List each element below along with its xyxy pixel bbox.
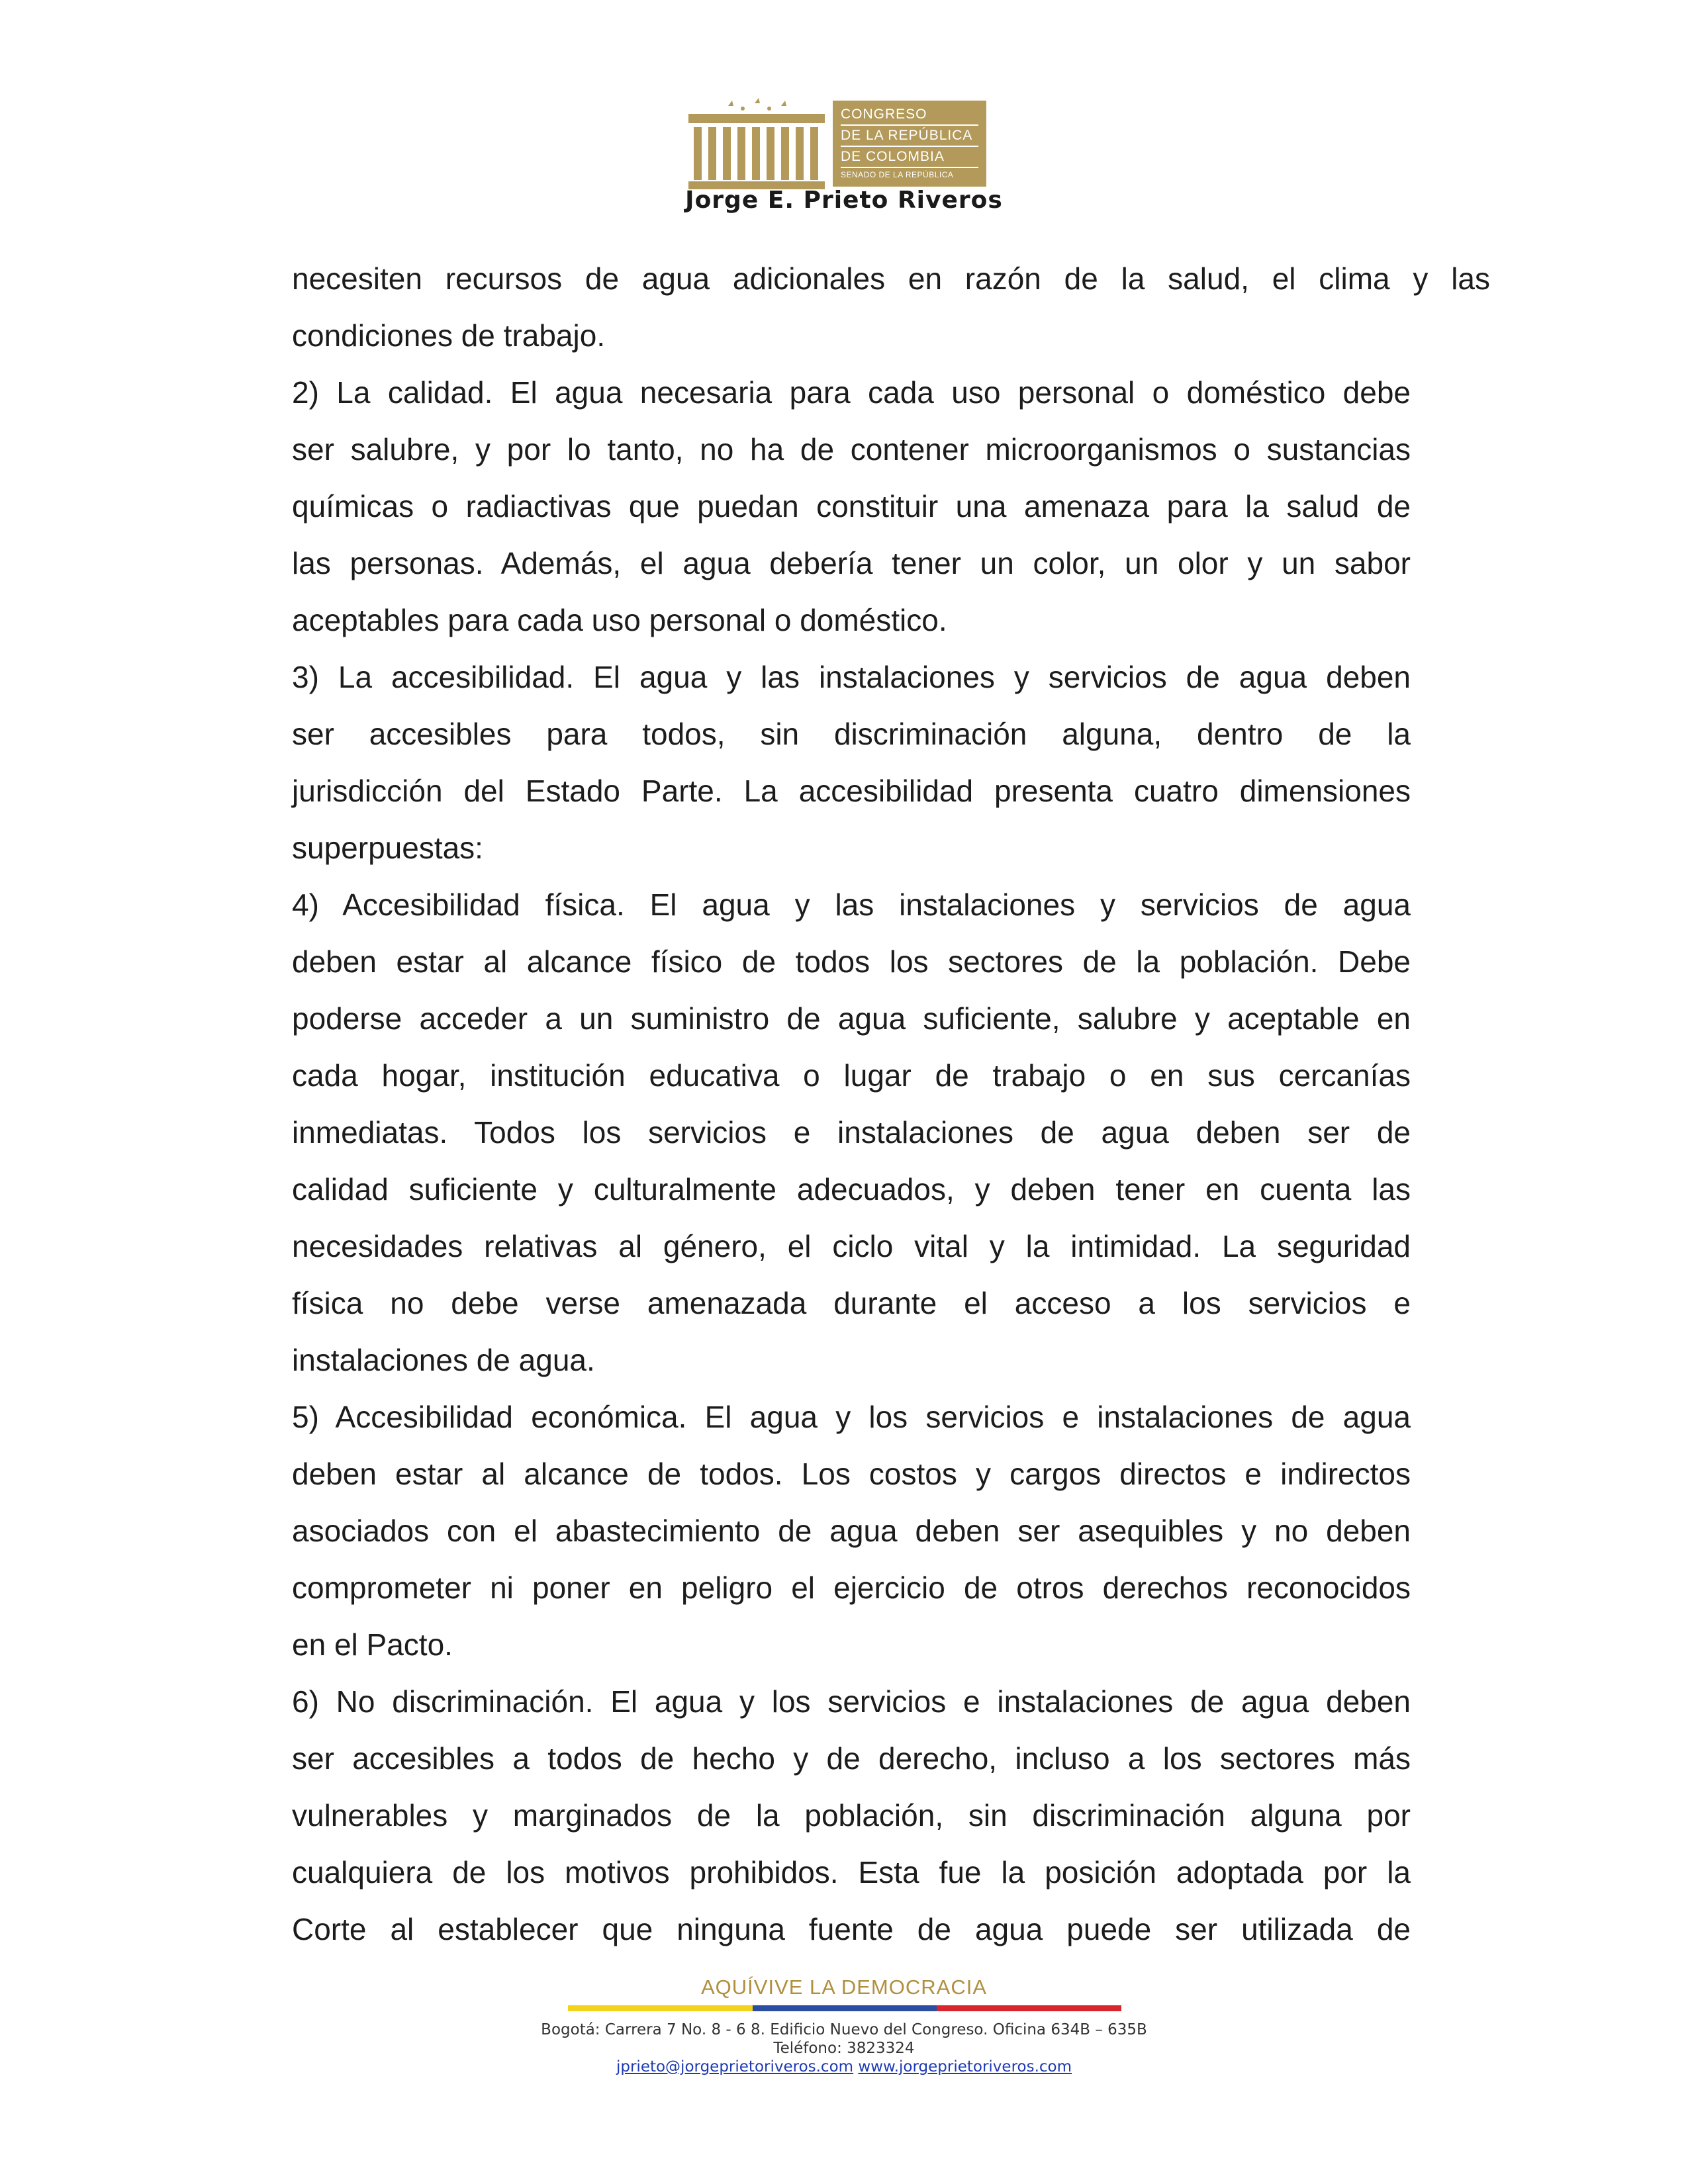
body-line: deben estar al alcance físico de todos los sectores de la población. Debe xyxy=(292,944,1411,979)
body-line: 4) Accesibilidad física. El agua y las instalaciones y servicios de agua xyxy=(292,887,1411,922)
body-line: necesidades relativas al género, el ciclo vital y la intimidad. La seguridad xyxy=(292,1229,1411,1263)
footer-phone: Teléfono: 3823324 xyxy=(773,2040,915,2057)
flag-red-stripe xyxy=(937,2005,1121,2011)
body-line: cada hogar, institución educativa o lugar de trabajo o en sus cercanías xyxy=(292,1058,1411,1093)
footer-motto: AQUÍVIVE LA DEMOCRACIA xyxy=(701,1976,987,1999)
body-line: ser accesibles para todos, sin discriminación alguna, dentro de la xyxy=(292,717,1411,751)
body-line: calidad suficiente y culturalmente adecuados, y deben tener en cuenta las xyxy=(292,1172,1411,1206)
body-line: ser accesibles a todos de hecho y de derecho, incluso a los sectores más xyxy=(292,1741,1411,1776)
logo-line: DE COLOMBIA xyxy=(841,149,945,164)
body-line: en el Pacto. xyxy=(292,1627,453,1662)
body-line: jurisdicción del Estado Parte. La accesibilidad presenta cuatro dimensiones xyxy=(292,774,1411,808)
body-line: comprometer ni poner en peligro el ejercicio de otros derechos reconocidos xyxy=(292,1570,1411,1605)
footer-links xyxy=(0,2057,1688,2077)
body-line: vulnerables y marginados de la población, sin discriminación alguna por xyxy=(292,1798,1411,1833)
body-line: Corte al establecer que ninguna fuente de agua puede ser utilizada de xyxy=(292,1912,1411,1946)
body-line: 2) La calidad. El agua necesaria para cada uso personal o doméstico debe xyxy=(292,375,1411,410)
flag-blue-stripe xyxy=(753,2005,937,2011)
body-line: las personas. Además, el agua debería tener un color, un olor y un sabor xyxy=(292,546,1411,580)
capitol-building-icon xyxy=(688,98,827,191)
email-link[interactable]: jprieto@jorgeprietoriveros.com xyxy=(616,2058,854,2075)
congress-logo xyxy=(688,98,986,191)
logo-text-box xyxy=(833,101,986,187)
document-body xyxy=(292,250,1490,1958)
logo-line: DE LA REPÚBLICA xyxy=(841,128,973,143)
body-line: aceptables para cada uso personal o doméstico. xyxy=(292,603,947,637)
body-line: superpuestas: xyxy=(292,831,483,865)
logo-line: CONGRESO xyxy=(841,107,927,122)
body-line: física no debe verse amenazada durante el acceso a los servicios e xyxy=(292,1286,1411,1320)
body-line: instalaciones de agua. xyxy=(292,1343,595,1377)
logo-line: SENADO DE LA REPÚBLICA xyxy=(841,170,954,179)
senator-name: Jorge E. Prieto Riveros xyxy=(685,187,1003,214)
colombia-flag-stripe xyxy=(568,2005,1121,2011)
body-line: ser salubre, y por lo tanto, no ha de contener microorganismos o sustancias xyxy=(292,432,1411,467)
body-line: 6) No discriminación. El agua y los servicios e instalaciones de agua deben xyxy=(292,1684,1411,1719)
footer-address: Bogotá: Carrera 7 No. 8 - 6 8. Edificio Nuevo del Congreso. Oficina 634B – 635B xyxy=(541,2021,1147,2038)
body-line: cualquiera de los motivos prohibidos. Esta fue la posición adoptada por la xyxy=(292,1855,1411,1889)
body-line: deben estar al alcance de todos. Los costos y cargos directos e indirectos xyxy=(292,1457,1411,1491)
body-line: químicas o radiactivas que puedan constituir una amenaza para la salud de xyxy=(292,489,1411,523)
flag-yellow-stripe xyxy=(568,2005,753,2011)
body-line: inmediatas. Todos los servicios e instalaciones de agua deben ser de xyxy=(292,1115,1411,1150)
website-link[interactable]: www.jorgeprietoriveros.com xyxy=(858,2058,1072,2075)
body-line: 3) La accesibilidad. El agua y las instalaciones y servicios de agua deben xyxy=(292,660,1411,694)
body-line: 5) Accesibilidad económica. El agua y los servicios e instalaciones de agua xyxy=(292,1400,1411,1434)
body-line: condiciones de trabajo. xyxy=(292,318,606,353)
body-line: asociados con el abastecimiento de agua deben ser asequibles y no deben xyxy=(292,1514,1411,1548)
body-line: necesiten recursos de agua adicionales en razón de la salud, el clima y las xyxy=(292,261,1490,296)
body-line: poderse acceder a un suministro de agua suficiente, salubre y aceptable en xyxy=(292,1001,1411,1036)
